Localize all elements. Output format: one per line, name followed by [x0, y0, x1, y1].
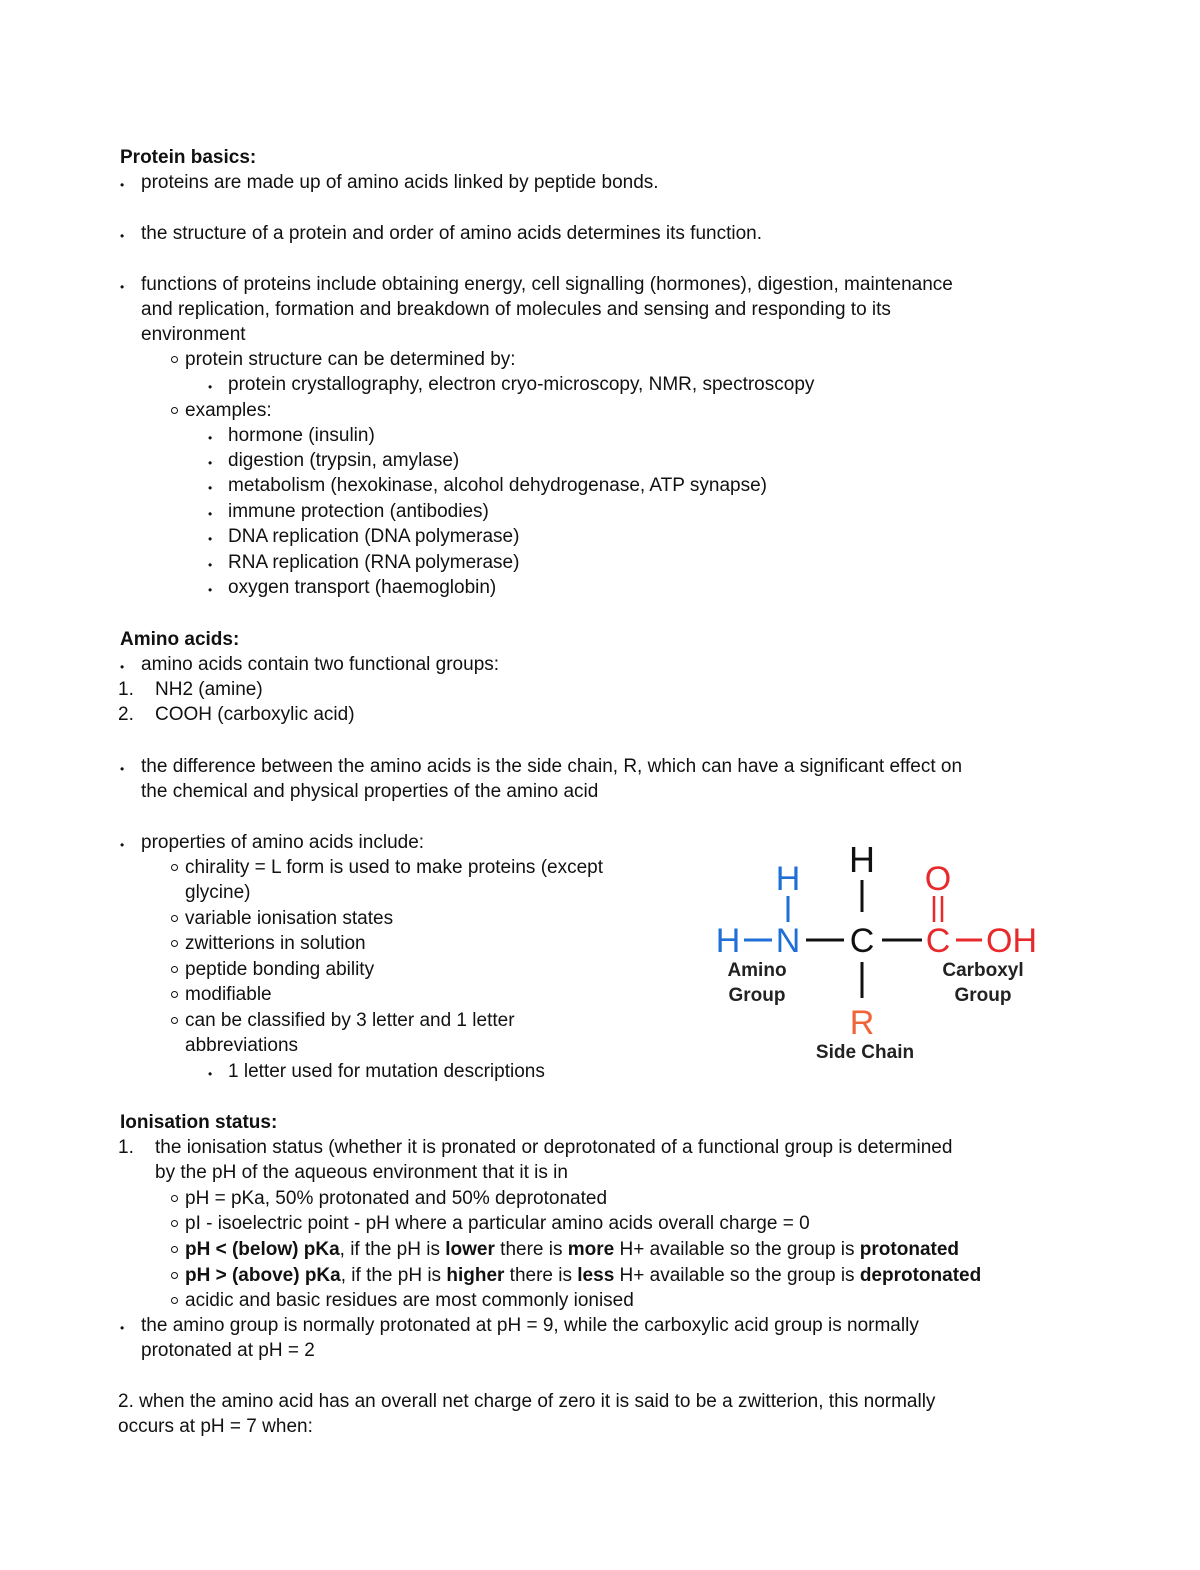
bullet-icon: •: [208, 380, 213, 394]
bullet-icon: •: [120, 178, 125, 192]
list-number: 2.: [118, 704, 134, 725]
sub-list-item: protein structure can be determined by:: [185, 349, 516, 370]
circle-bullet-icon: [171, 1272, 178, 1279]
heading-amino-acids: Amino acids:: [120, 629, 240, 650]
example-item: digestion (trypsin, amylase): [228, 450, 460, 471]
sub-list-item: acidic and basic residues are most commonly ionised: [185, 1290, 634, 1311]
example-item: oxygen transport (haemoglobin): [228, 577, 497, 598]
bullet-icon: •: [208, 583, 213, 597]
list-item: amino acids contain two functional groups:: [141, 654, 500, 675]
property-item-continuation: abbreviations: [185, 1035, 299, 1056]
bullet-icon: •: [120, 838, 125, 852]
property-item: modifiable: [185, 984, 272, 1005]
list-item: properties of amino acids include:: [141, 832, 425, 853]
bullet-icon: •: [208, 431, 213, 445]
bullet-icon: •: [120, 280, 125, 294]
paragraph-line: 2. when the amino acid has an overall net charge of zero it is said to be a zwitterion, this normally: [118, 1391, 936, 1412]
amino-group-label: Amino: [727, 960, 787, 981]
circle-bullet-icon: [171, 864, 178, 871]
alpha-hydrogen-atom: H: [849, 839, 875, 880]
amino-acid-structure-diagram: [700, 830, 1060, 1070]
list-item-continuation: environment: [141, 324, 246, 345]
sub-list-item: pH = pKa, 50% protonated and 50% deprotonated: [185, 1188, 608, 1209]
circle-bullet-icon: [171, 1297, 178, 1304]
amine-hydrogen-atom: H: [775, 860, 801, 898]
heading-protein-basics: Protein basics:: [120, 147, 257, 168]
circle-bullet-icon: [171, 1220, 178, 1227]
circle-bullet-icon: [171, 940, 178, 947]
list-item-continuation: and replication, formation and breakdown of molecules and sensing and responding to its: [141, 299, 891, 320]
circle-bullet-icon: [171, 356, 178, 363]
numbered-item: NH2 (amine): [155, 679, 263, 700]
list-item: the difference between the amino acids is the side chain, R, which can have a significant effect on: [141, 756, 963, 777]
amine-nitrogen-atom: N: [775, 922, 801, 960]
alpha-carbon-atom: C: [849, 922, 875, 960]
list-item-continuation: the chemical and physical properties of the amino acid: [141, 781, 599, 802]
circle-bullet-icon: [171, 1017, 178, 1024]
bullet-icon: •: [208, 507, 213, 521]
carboxyl-group-label: Group: [954, 985, 1012, 1006]
circle-bullet-icon: [171, 966, 178, 973]
sub-property-item: 1 letter used for mutation descriptions: [228, 1061, 545, 1082]
sub-list-item: examples:: [185, 400, 272, 421]
list-item: the amino group is normally protonated at pH = 9, while the carboxylic acid group is normally: [141, 1315, 919, 1336]
example-item: RNA replication (RNA polymerase): [228, 552, 520, 573]
example-item: metabolism (hexokinase, alcohol dehydrogenase, ATP synapse): [228, 475, 767, 496]
amino-group-label: Group: [728, 985, 786, 1006]
numbered-item: the ionisation status (whether it is pronated or deprotonated of a functional group is determined: [155, 1137, 953, 1158]
carboxyl-carbon-atom: C: [925, 922, 951, 960]
bullet-icon: •: [120, 229, 125, 243]
carboxyl-oxygen-atom: O: [924, 860, 952, 898]
bullet-icon: •: [120, 1321, 125, 1335]
bullet-icon: •: [208, 558, 213, 572]
amine-hydrogen-atom: H: [715, 922, 741, 960]
property-item: variable ionisation states: [185, 908, 394, 929]
numbered-item-continuation: by the pH of the aqueous environment that it is in: [155, 1162, 568, 1183]
bullet-icon: •: [208, 532, 213, 546]
property-item: peptide bonding ability: [185, 959, 375, 980]
bullet-icon: •: [120, 762, 125, 776]
property-item: zwitterions in solution: [185, 933, 366, 954]
side-chain-label: Side Chain: [815, 1042, 915, 1063]
sub-sub-list-item: protein crystallography, electron cryo-microscopy, NMR, spectroscopy: [228, 374, 815, 395]
sub-list-item: pI - isoelectric point - pH where a particular amino acids overall charge = 0: [185, 1213, 810, 1234]
list-item: proteins are made up of amino acids linked by peptide bonds.: [141, 172, 659, 193]
sub-list-item: pH > (above) pKa, if the pH is higher there is less H+ available so the group is deprotonated: [185, 1265, 982, 1286]
circle-bullet-icon: [171, 1246, 178, 1253]
bullet-icon: •: [120, 660, 125, 674]
list-item: the structure of a protein and order of amino acids determines its function.: [141, 223, 762, 244]
bullet-icon: •: [208, 456, 213, 470]
property-item: can be classified by 3 letter and 1 letter: [185, 1010, 515, 1031]
hydroxyl-group: OH: [986, 922, 1037, 960]
circle-bullet-icon: [171, 991, 178, 998]
property-item: chirality = L form is used to make proteins (except: [185, 857, 603, 878]
example-item: immune protection (antibodies): [228, 501, 489, 522]
circle-bullet-icon: [171, 407, 178, 414]
sub-list-item: pH < (below) pKa, if the pH is lower there is more H+ available so the group is protonated: [185, 1239, 960, 1260]
numbered-item: COOH (carboxylic acid): [155, 704, 355, 725]
heading-ionisation-status: Ionisation status:: [120, 1112, 278, 1133]
example-item: hormone (insulin): [228, 425, 375, 446]
bullet-icon: •: [208, 481, 213, 495]
paragraph-line: occurs at pH = 7 when:: [118, 1416, 313, 1437]
example-item: DNA replication (DNA polymerase): [228, 526, 520, 547]
list-item: functions of proteins include obtaining energy, cell signalling (hormones), digestion, maintenance: [141, 274, 953, 295]
circle-bullet-icon: [171, 1195, 178, 1202]
property-item-continuation: glycine): [185, 882, 251, 903]
list-number: 1.: [118, 1137, 134, 1158]
list-number: 1.: [118, 679, 134, 700]
side-chain-r-atom: R: [849, 1004, 875, 1042]
bullet-icon: •: [208, 1067, 213, 1081]
carboxyl-group-label: Carboxyl: [942, 960, 1024, 981]
list-item-continuation: protonated at pH = 2: [141, 1340, 315, 1361]
circle-bullet-icon: [171, 915, 178, 922]
